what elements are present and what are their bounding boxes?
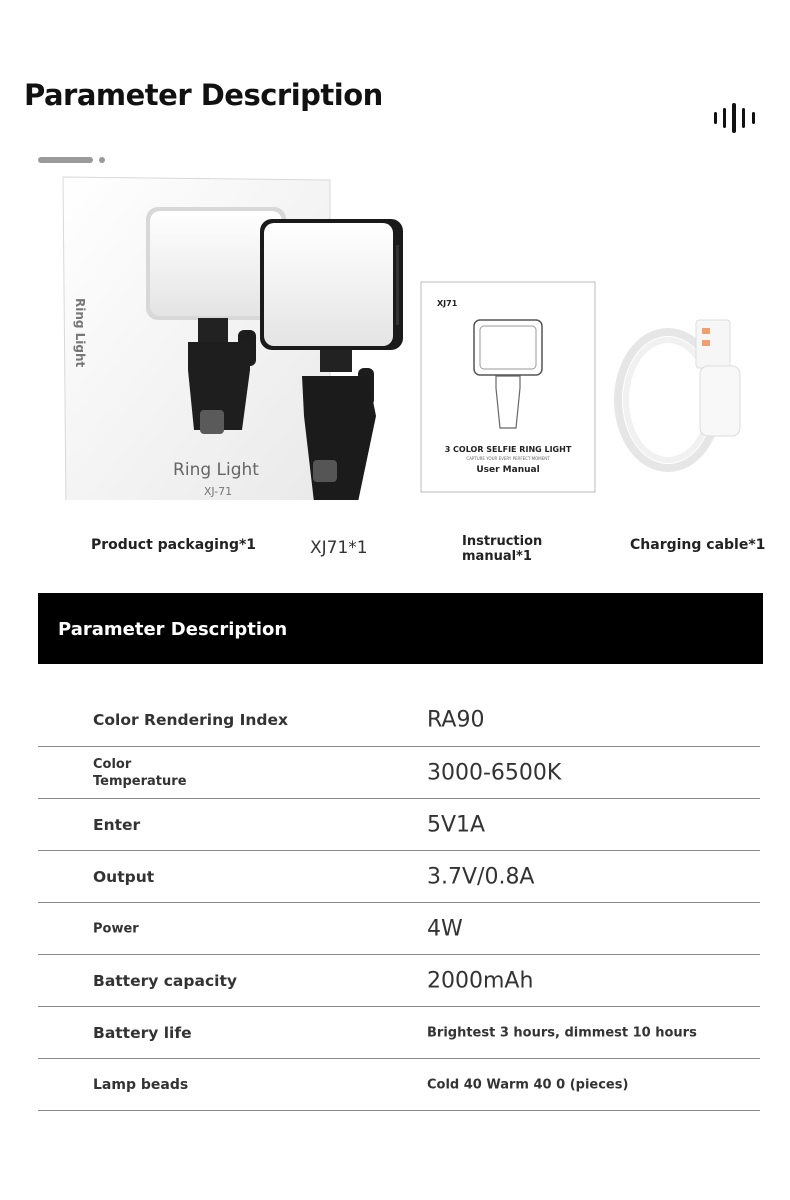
charging-cable-image (618, 320, 740, 468)
manual-title-text: 3 COLOR SELFIE RING LIGHT (444, 445, 572, 454)
manual-tagline-text: CAPTURE YOUR EVERY PERFECT MOMENT (466, 456, 550, 461)
instruction-manual-image (421, 282, 595, 492)
spec-value: 3000-6500K (427, 760, 562, 785)
item-label-cable: Charging cable*1 (630, 537, 766, 553)
box-model-text: XJ-71 (203, 485, 233, 498)
spec-name: Lamp beads (93, 1076, 189, 1093)
manual-model-text: XJ71 (437, 299, 458, 308)
carousel-indicator[interactable] (38, 156, 108, 164)
spec-name: Battery capacity (93, 971, 237, 990)
item-label-xj71: XJ71*1 (310, 538, 368, 558)
sound-wave-icon[interactable] (712, 102, 760, 134)
spec-name: Color Temperature (93, 756, 187, 789)
spec-name: Output (93, 867, 155, 886)
spec-name: Enter (93, 815, 141, 834)
item-label-packaging: Product packaging*1 (91, 537, 257, 553)
spec-name: Battery life (93, 1023, 192, 1042)
spec-row-cri (38, 694, 760, 747)
spec-row-battery-capacity (38, 955, 760, 1007)
manual-subtitle-text: User Manual (476, 465, 540, 475)
spec-row-color-temperature (38, 747, 760, 799)
spec-value: 3.7V/0.8A (427, 864, 535, 889)
spec-value: 2000mAh (427, 968, 534, 993)
box-brand-text: Ring Light (173, 460, 259, 480)
item-label-manual: Instruction manual*1 (462, 534, 543, 564)
spec-name: Power (93, 921, 139, 936)
spec-value: 4W (427, 916, 463, 941)
spec-row-lamp-beads (38, 1059, 760, 1111)
spec-value: 5V1A (427, 812, 486, 837)
spec-row-battery-life (38, 1007, 760, 1059)
box-side-text: Ring Light (73, 298, 87, 368)
spec-row-power (38, 903, 760, 955)
spec-value: RA90 (427, 707, 485, 733)
spec-value: Cold 40 Warm 40 0 (pieces) (427, 1077, 629, 1092)
spec-value: Brightest 3 hours, dimmest 10 hours (427, 1025, 697, 1040)
spec-row-output (38, 851, 760, 903)
page-title: Parameter Description (24, 78, 383, 112)
spec-name: Color Rendering Index (93, 711, 289, 729)
spec-row-enter (38, 799, 760, 851)
section-title: Parameter Description (58, 619, 288, 640)
spec-table (38, 694, 760, 1111)
product-illustration (0, 170, 790, 500)
